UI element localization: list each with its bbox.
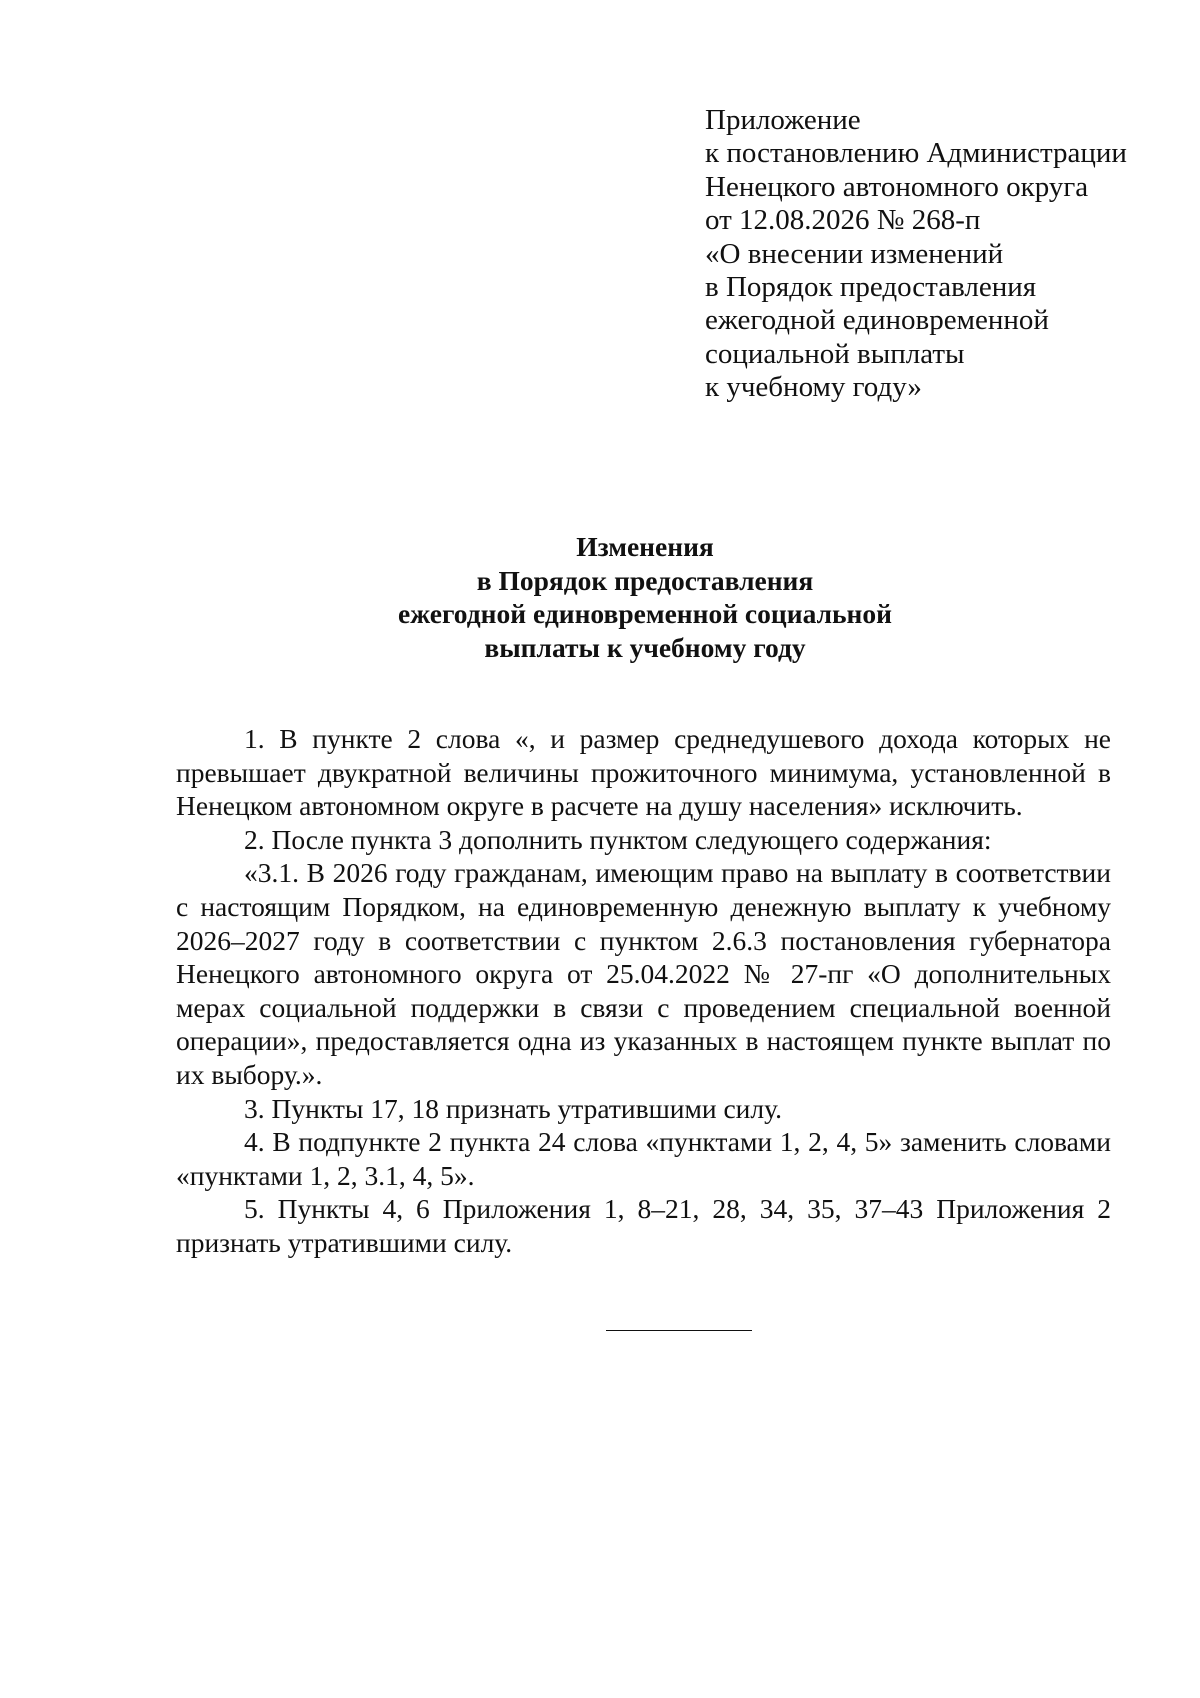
body-paragraph-3: 3. Пункты 17, 18 признать утратившими силу. — [244, 1092, 782, 1124]
document-title-line: выплаты к учебному году — [484, 631, 806, 663]
appendix-header-line: социальной выплаты — [705, 337, 965, 370]
appendix-header-line: Приложение — [705, 104, 861, 136]
appendix-header-line: в Порядок предоставления — [705, 271, 1037, 304]
body-paragraph-5: 5. Пункты 4, 6 Приложения 1, 8–21, 28, 34, 35, 37–43 Приложения 2 признать утратившими силу. — [176, 1193, 1111, 1258]
appendix-header-line: от 12.08.2026 № 268-п — [705, 204, 981, 237]
document-body — [176, 722, 1111, 1260]
end-divider-line — [606, 1330, 752, 1331]
document-title-line: Изменения — [576, 531, 714, 562]
appendix-header-line: к учебному году» — [705, 371, 922, 404]
body-paragraph-1: 1. В пункте 2 слова «, и размер среднедушевого дохода которых не превышает двукратной величины прожиточного минимума, установленной в Ненецком автономном округе в расчете на душу населения» исключить. — [176, 723, 1111, 822]
appendix-header-line: «О внесении изменений — [705, 237, 1004, 270]
body-paragraph-2: 2. После пункта 3 дополнить пунктом следующего содержания: — [244, 823, 992, 855]
body-paragraph-2-insert: «3.1. В 2026 году гражданам, имеющим право на выплату в соответствии с настоящим Порядком, на единовременную денежную выплату к учебному 2026–2027 году в соответствии с пунктом 2.6.3 постановления губернатора Ненецкого автономного округа от 25.04.2022 № 27-пг «О дополнительных мерах социальной поддержки в связи с проведением специальной военной операции», предоставляется одна из указанных в настоящем пункте выплат по их выбору.». — [176, 857, 1111, 1090]
document-title — [0, 530, 1200, 664]
appendix-header-line: ежегодной единовременной — [705, 304, 1049, 337]
document-title-line: ежегодной единовременной социальной — [398, 598, 892, 629]
appendix-header-line: Ненецкого автономного округа — [705, 170, 1089, 203]
appendix-header — [705, 104, 1175, 405]
body-paragraph-4: 4. В подпункте 2 пункта 24 слова «пунктами 1, 2, 4, 5» заменить словами «пунктами 1, 2, 3.1, 4, 5». — [176, 1126, 1111, 1191]
appendix-header-line: к постановлению Администрации — [705, 137, 1127, 170]
document-title-line: в Порядок предоставления — [476, 564, 814, 596]
